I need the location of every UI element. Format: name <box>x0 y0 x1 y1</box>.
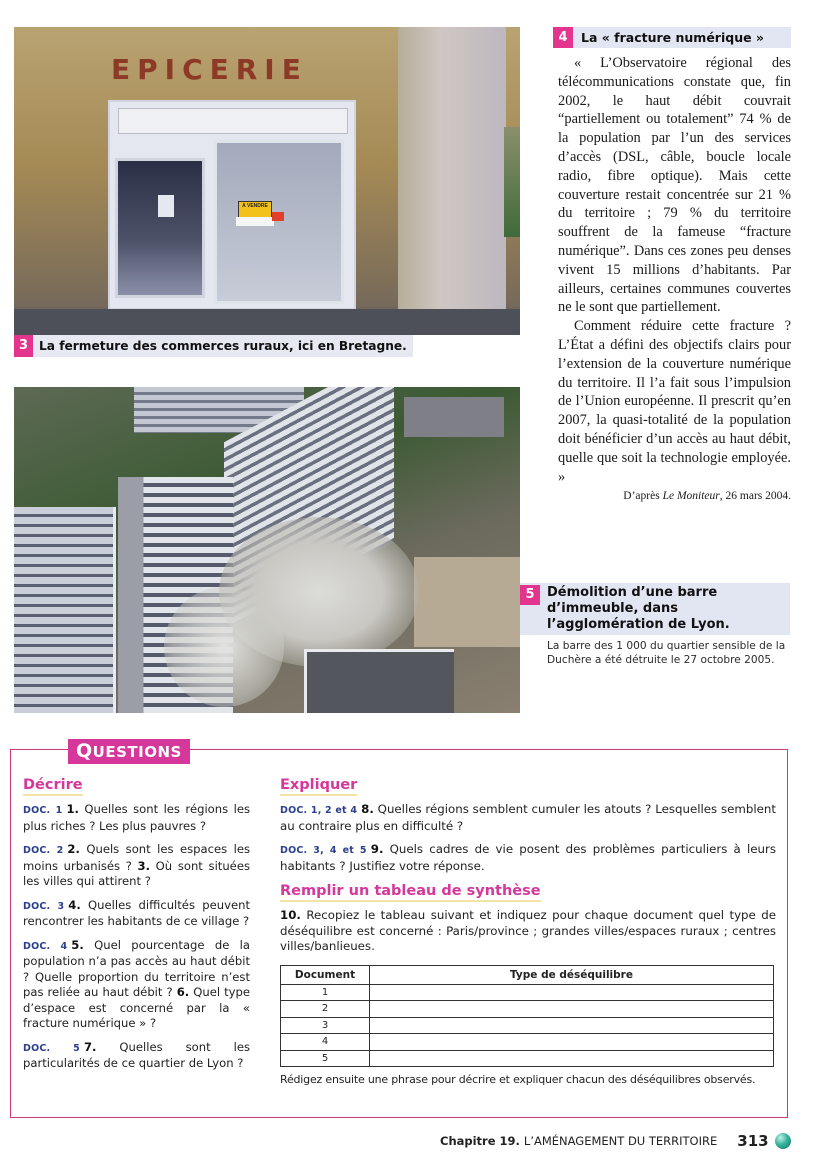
photo-dust-cloud-lower <box>164 587 284 707</box>
question-item <box>280 842 776 874</box>
doc4-paragraph-2: Comment réduire cette fracture ? L’État a défini des objectifs clairs pour l’extension de la couverture numérique du territoire. Il l’a fait sous l’impulsion de l’Union européenne. Il prescrit qu’en 2007, la quasi-totalité de la population doit bénéficier d’un accès au haut débit, quelle que soit la technologie employée. » <box>558 318 791 485</box>
doc-reference-tag: DOC. 1, 2 et 4 <box>280 805 358 816</box>
photo-building-demolition <box>14 387 520 713</box>
synthese-table-row <box>281 1017 774 1034</box>
photo-white-tag <box>236 217 274 226</box>
photo-roof-foreground <box>304 649 454 713</box>
doc-reference-tag: DOC. 3 <box>23 900 65 912</box>
question-text: 4. Quelles difficultés peuvent rencontrer les habitants de ce village ? <box>23 897 250 928</box>
synthese-table-row <box>281 1050 774 1067</box>
photo-door <box>214 140 344 304</box>
photo-ground <box>14 309 520 335</box>
doc4-number-badge: 4 <box>553 27 573 48</box>
doc3-caption <box>14 335 413 357</box>
doc4-source-date: , 26 mars 2004. <box>719 490 791 503</box>
imbalance-type-cell <box>370 1001 774 1018</box>
synthese-table-row <box>281 984 774 1001</box>
question-text: 1. Quelles sont les régions les plus riches ? Les plus pauvres ? <box>23 802 251 833</box>
question-item <box>23 938 250 1032</box>
synthese-table-row <box>281 1034 774 1051</box>
column-header-type: Type de déséquilibre <box>370 965 774 984</box>
question-text: 8. Quelles régions semblent cumuler les atouts ? Lesquelles semblent au contraire plus en difficulté ? <box>280 802 776 833</box>
chapter-title: L’AMÉNAGEMENT DU TERRITOIRE <box>523 1134 718 1148</box>
photo-for-sale-sign: A VENDRE <box>238 201 272 219</box>
imbalance-type-cell <box>370 1034 774 1051</box>
doc5-caption <box>520 583 790 667</box>
page-number: 313 <box>737 1132 769 1150</box>
doc5-number-badge: 5 <box>520 585 540 605</box>
question-text: 2. Quels sont les espaces les moins urbanisés ? 3. Où sont situées les villes qui attirent ? <box>23 842 250 888</box>
expliquer-column <box>280 776 776 1086</box>
synthese-instruction: 10. Recopiez le tableau suivant et indiquez pour chaque document quel type de déséquilibre est concerné : Paris/province ; grandes villes/espaces ruraux ; centres villes/banlieues. <box>280 908 776 953</box>
synthese-table <box>280 965 774 1068</box>
questions-box <box>10 740 788 1118</box>
expliquer-question-list <box>280 802 776 874</box>
question-text: 7. Quelles sont les particularités de ce quartier de Lyon ? <box>23 1039 250 1070</box>
synthese-followup: Rédigez ensuite une phrase pour décrire et expliquer chacun des déséquilibres observés. <box>280 1073 756 1086</box>
photo-shop-window <box>115 158 205 298</box>
doc-reference-tag: DOC. 1 <box>23 805 63 816</box>
question-item <box>23 842 250 890</box>
doc3-caption-text: La fermeture des commerces ruraux, ici en Bretagne. <box>39 339 407 353</box>
photo-concrete-wall <box>398 27 506 317</box>
photo-trees <box>504 127 520 237</box>
doc4-paragraph-1: « L’Observatoire régional des télécommunications constate que, fin 2002, le haut débit couvrait “partiellement ou totalement” 74 % de la population par l’un des services d’accès (DSL, câble, boucle locale radio, fibre optique). Mais cette couverture restait concentrée sur 21 % du territoire ; 79 % du territoire souffrent de la fameuse “fracture numérique”. Dans ces zones peu denses vivent 15 millions d’habitants. Par ailleurs, certaines communes couvertes ne le sont que partiellement. <box>558 55 791 316</box>
photo-shop-sign: EPICERIE <box>111 53 308 86</box>
question-text: 5. Quel pourcentage de la population n’a pas accès au haut débit ? Quelle proportion du territoire n’est pas reliée au haut débit ? 6. Quel type d’espace est concerné par la « fracture numérique » ? <box>23 937 250 1030</box>
photo-poster <box>158 195 174 217</box>
decrire-question-list <box>23 802 250 1072</box>
doc4-source <box>553 490 791 502</box>
doc-reference-tag: DOC. 4 <box>23 940 68 952</box>
question-item <box>280 802 776 834</box>
expliquer-heading: Expliquer <box>280 777 357 796</box>
doc4-header <box>553 27 791 48</box>
document-number-cell: 3 <box>281 1017 370 1034</box>
document-number-cell: 1 <box>281 984 370 1001</box>
question-item <box>23 1040 250 1072</box>
doc-reference-tag: DOC. 5 <box>23 1042 80 1054</box>
doc5-header <box>520 583 790 635</box>
questions-title-rest: UESTIONS <box>92 743 182 761</box>
doc-reference-tag: DOC. 3, 4 et 5 <box>280 845 367 856</box>
doc5-title: Démolition d’une barre d’immeuble, dans l’agglomération de Lyon. <box>547 585 730 632</box>
document-number-cell: 5 <box>281 1050 370 1067</box>
decrire-column <box>23 776 250 1080</box>
doc4-body <box>553 54 791 486</box>
questions-title-initial: Q <box>76 740 93 762</box>
photo-construction-site <box>414 557 520 647</box>
photo-closed-grocery-store <box>14 27 520 335</box>
chapter-label: Chapitre 19. <box>440 1134 520 1148</box>
question-item <box>23 802 250 834</box>
question-text: 9. Quels cadres de vie posent des problèmes particuliers à leurs habitants ? Justifiez votre réponse. <box>280 842 776 873</box>
doc4-title: La « fracture numérique » <box>581 30 764 45</box>
doc-reference-tag: DOC. 2 <box>23 845 64 856</box>
synthese-table-row <box>281 1001 774 1018</box>
green-sphere-icon <box>775 1133 791 1149</box>
decrire-heading: Décrire <box>23 777 83 796</box>
questions-title <box>68 739 190 764</box>
page-footer <box>440 1132 791 1150</box>
photo-tower-left <box>14 507 116 713</box>
doc4-source-title: Le Moniteur <box>662 490 720 503</box>
column-header-document: Document <box>281 965 370 984</box>
photo-background-building-right <box>404 397 504 437</box>
doc3-number-badge: 3 <box>14 335 33 357</box>
doc4-source-prefix: D’après <box>623 490 663 503</box>
doc5-description: La barre des 1 000 du quartier sensible de la Duchère a été détruite le 27 octobre 2005. <box>547 640 786 666</box>
synthese-heading: Remplir un tableau de synthèse <box>280 883 541 902</box>
photo-shopfront <box>108 100 356 310</box>
question-item <box>23 898 250 930</box>
doc4-text-block <box>553 27 791 502</box>
imbalance-type-cell <box>370 1050 774 1067</box>
synthese-section <box>280 882 776 1086</box>
synthese-table-header-row <box>281 965 774 984</box>
imbalance-type-cell <box>370 1017 774 1034</box>
photo-red-tag <box>272 212 284 221</box>
photo-transom <box>118 108 348 134</box>
imbalance-type-cell <box>370 984 774 1001</box>
document-number-cell: 2 <box>281 1001 370 1018</box>
document-number-cell: 4 <box>281 1034 370 1051</box>
